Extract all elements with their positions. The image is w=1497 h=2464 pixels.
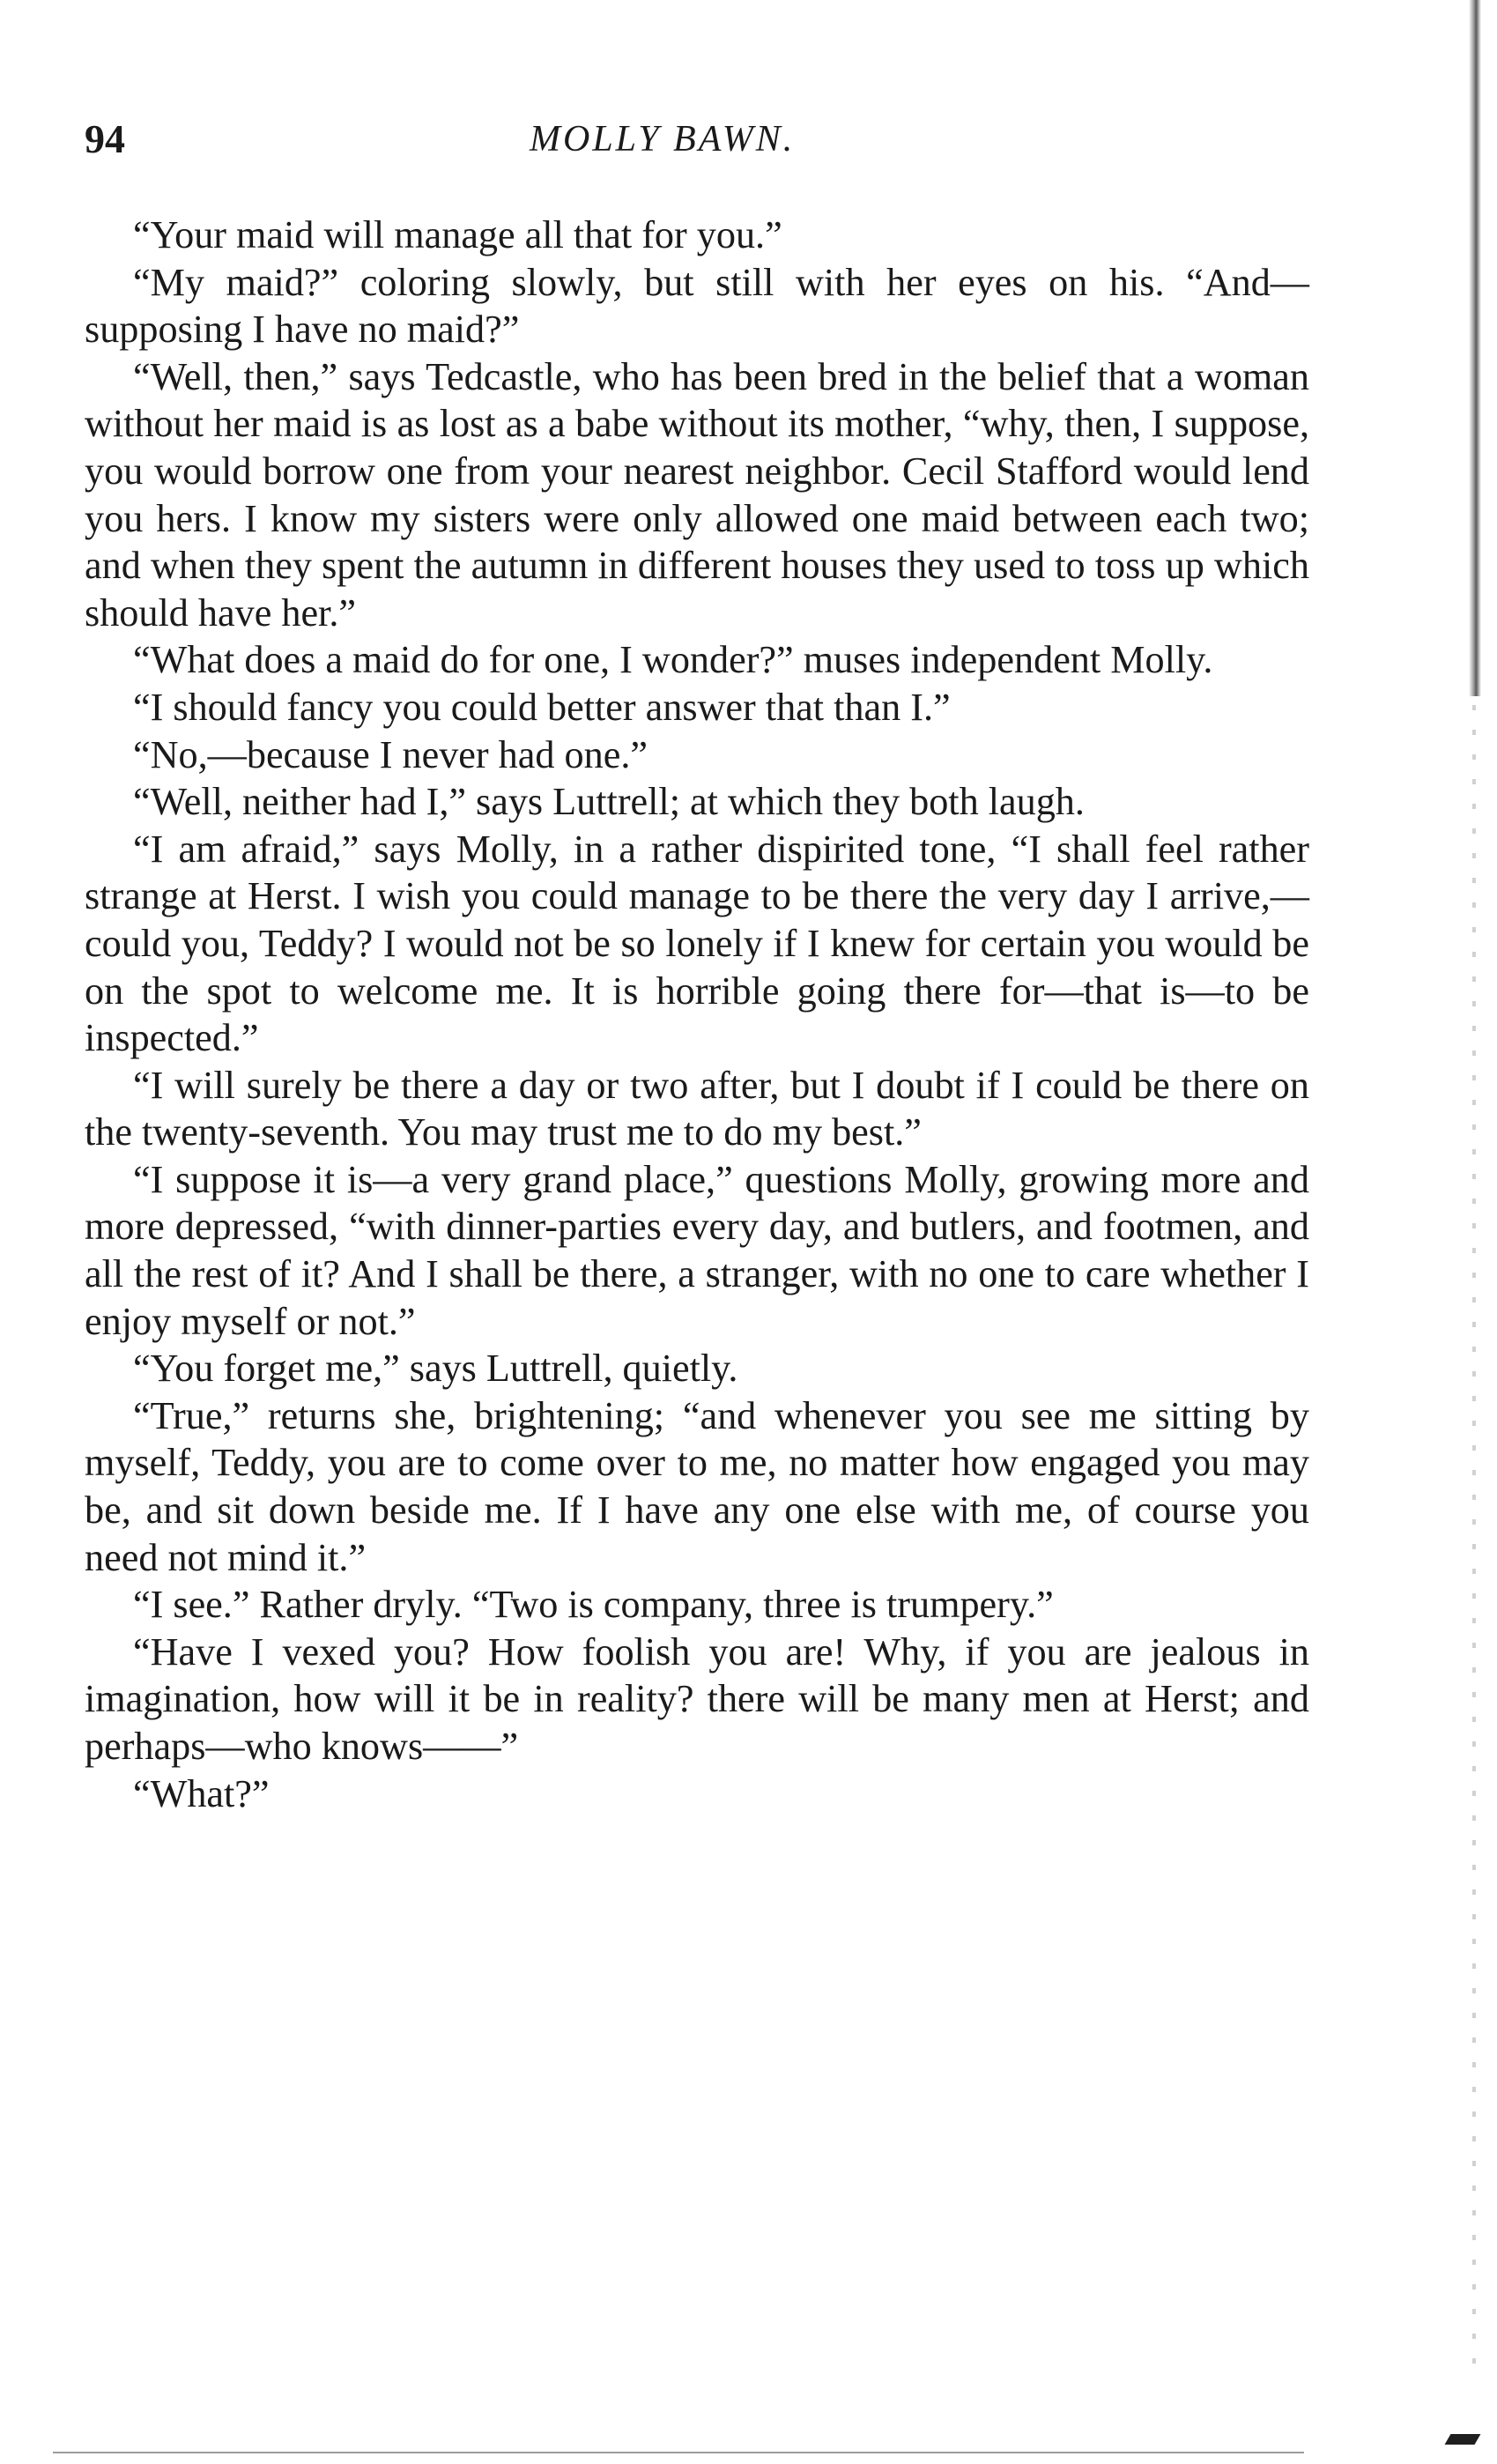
- paragraph: “I am afraid,” says Molly, in a rather dispirited tone, “I shall feel rather strange at Herst. I wish you could manage to be there the very day I arrive,—could you, Teddy? I would not be so lonely if I knew for certain you would be on the spot to welcome me. It is horrible going there for—that is—to be inspected.”: [85, 827, 1309, 1060]
- paragraph: “Well, neither had I,” says Luttrell; at which they both laugh.: [133, 780, 1085, 824]
- page-edge-shadow: [1469, 0, 1481, 696]
- page-number: 94: [85, 116, 125, 161]
- body-text: [85, 212, 1309, 1817]
- paragraph: “I should fancy you could better answer that than I.”: [133, 685, 951, 729]
- paragraph: “Your maid will manage all that for you.”: [133, 213, 782, 256]
- paragraph: “Have I vexed you? How foolish you are! Why, if you are jealous in imagination, how will it be in reality? there will be many men at Herst; and perhaps—who knows——”: [85, 1629, 1309, 1768]
- page-edge-specks: [1472, 705, 1476, 2379]
- paragraph: “My maid?” coloring slowly, but still with her eyes on his. “And—supposing I have no maid?”: [85, 260, 1309, 352]
- paragraph: “You forget me,” says Luttrell, quietly.: [133, 1347, 738, 1391]
- paragraph: “What does a maid do for one, I wonder?” muses independent Molly.: [133, 638, 1213, 682]
- bottom-rule: [53, 2452, 1304, 2453]
- corner-mark: [1445, 2434, 1481, 2445]
- paragraph: “I suppose it is—a very grand place,” questions Molly, growing more and more depressed, “with dinner-parties every day, and butlers, and footmen, and all the rest of it? And I shall be there, a stranger, with no one to care whether I enjoy myself or not.”: [85, 1157, 1309, 1343]
- paragraph: “I will surely be there a day or two after, but I doubt if I could be there on the twenty-seventh. You may trust me to do my best.”: [85, 1063, 1309, 1154]
- paragraph: “True,” returns she, brightening; “and whenever you see me sitting by myself, Teddy, you are to come over to me, no matter how engaged you may be, and sit down beside me. If I have any one else with me, of course you need not mind it.”: [85, 1393, 1309, 1579]
- running-title: MOLLY BAWN.: [530, 119, 796, 160]
- paragraph: “I see.” Rather dryly. “Two is company, three is trumpery.”: [133, 1583, 1054, 1627]
- page-header: [85, 113, 1318, 166]
- paragraph: “What?”: [133, 1771, 270, 1815]
- paragraph: “Well, then,” says Tedcastle, who has been bred in the belief that a woman without her maid is as lost as a babe without its mother, “why, then, I suppose, you would borrow one from your nearest neighbor. Cecil Stafford would lend you hers. I know my sisters were only allowed one maid between each two; and when they spent the autumn in different houses they used to toss up which should have her.”: [85, 354, 1309, 635]
- paragraph: “No,—because I never had one.”: [133, 732, 648, 776]
